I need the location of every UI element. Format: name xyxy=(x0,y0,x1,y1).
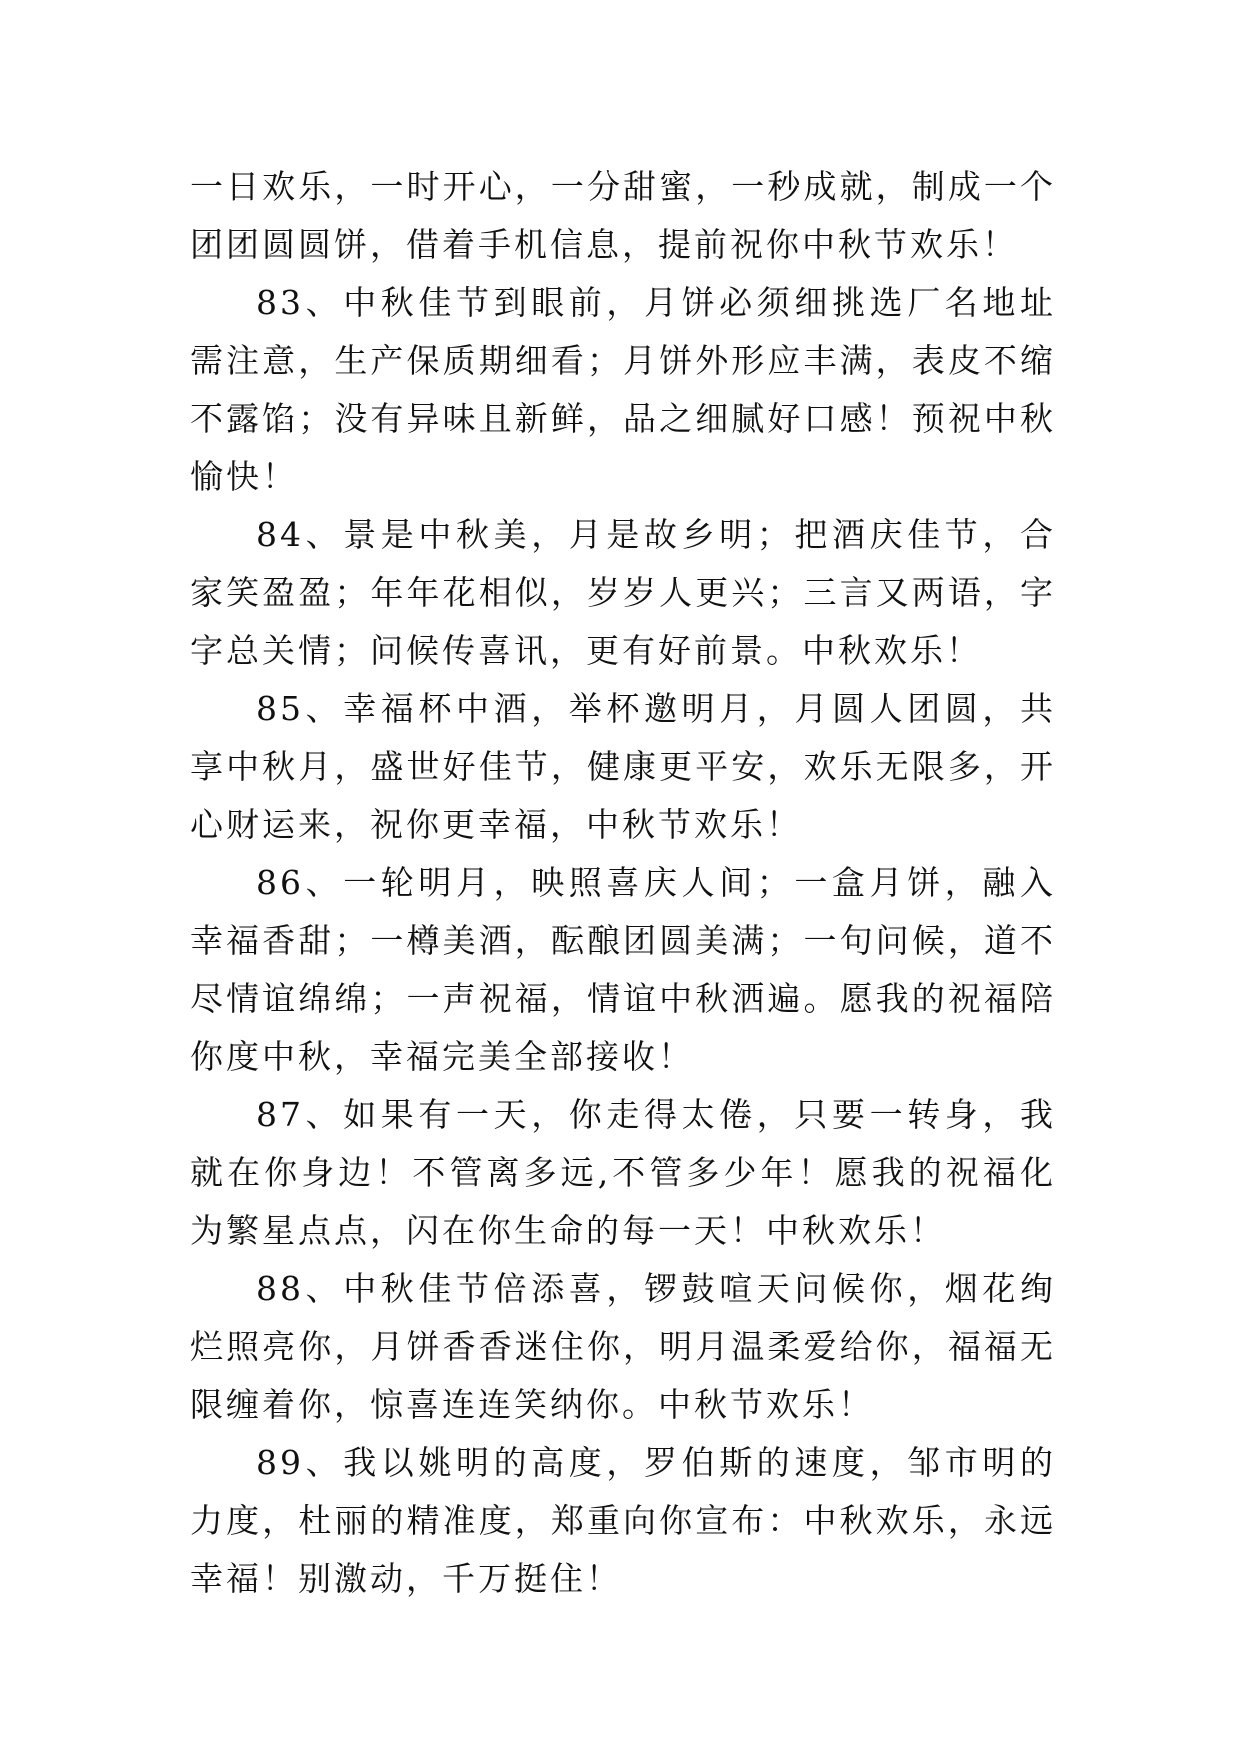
paragraph-89: 89、我以姚明的高度，罗伯斯的速度，邹市明的力度，杜丽的精准度，郑重向你宣布：中秋欢乐，永远幸福！别激动，千万挺住！ xyxy=(190,1443,1056,1598)
paragraph-86: 86、一轮明月，映照喜庆人间；一盒月饼，融入幸福香甜；一樽美酒，酝酿团圆美满；一句问候，道不尽情谊绵绵；一声祝福，情谊中秋洒遍。愿我的祝福陪你度中秋，幸福完美全部接收！ xyxy=(190,863,1056,1076)
paragraph-84: 84、景是中秋美，月是故乡明；把酒庆佳节，合家笑盈盈；年年花相似，岁岁人更兴；三言又两语，字字总关情；问候传喜讯，更有好前景。中秋欢乐！ xyxy=(190,515,1056,670)
paragraph-87: 87、如果有一天，你走得太倦，只要一转身，我就在你身边！不管离多远,不管多少年！愿我的祝福化为繁星点点，闪在你生命的每一天！中秋欢乐！ xyxy=(190,1095,1056,1250)
paragraph-88: 88、中秋佳节倍添喜，锣鼓喧天问候你，烟花绚烂照亮你，月饼香香迷住你，明月温柔爱给你，福福无限缠着你，惊喜连连笑纳你。中秋节欢乐！ xyxy=(190,1269,1056,1424)
paragraph-83: 83、中秋佳节到眼前，月饼必须细挑选厂名地址需注意，生产保质期细看；月饼外形应丰满，表皮不缩不露馅；没有异味且新鲜，品之细腻好口感！预祝中秋愉快！ xyxy=(190,283,1056,496)
paragraph-85: 85、幸福杯中酒，举杯邀明月，月圆人团圆，共享中秋月，盛世好佳节，健康更平安，欢乐无限多，开心财运来，祝你更幸福，中秋节欢乐！ xyxy=(190,689,1056,844)
paragraph-intro: 一日欢乐，一时开心，一分甜蜜，一秒成就，制成一个团团圆圆饼，借着手机信息，提前祝你中秋节欢乐！ xyxy=(190,167,1056,264)
document-body xyxy=(190,158,1056,1608)
